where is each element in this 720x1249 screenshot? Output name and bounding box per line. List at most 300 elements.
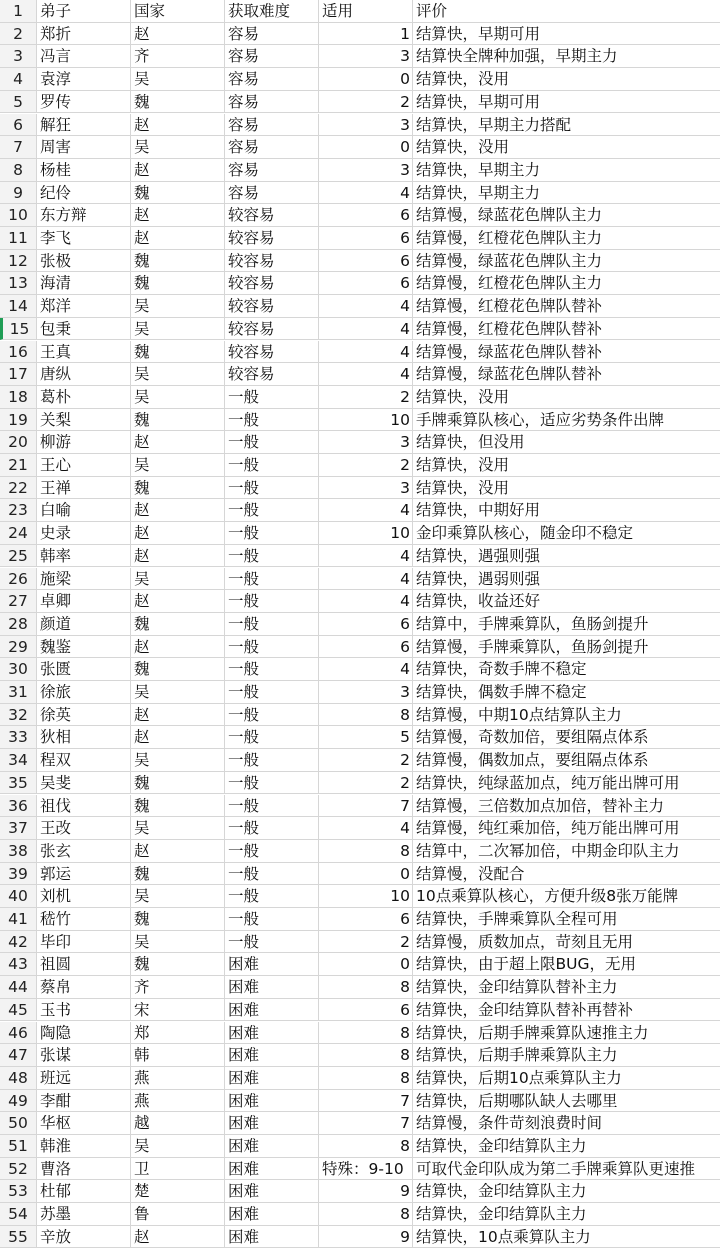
cell-empty[interactable]: [601, 772, 720, 795]
cell-fit[interactable]: 6: [319, 999, 413, 1022]
cell-disciple[interactable]: 毕印: [37, 931, 131, 954]
cell-fit[interactable]: 0: [319, 136, 413, 159]
cell-disciple[interactable]: 徐英: [37, 704, 131, 727]
cell-country[interactable]: 魏: [131, 863, 225, 886]
cell-disciple[interactable]: 华枢: [37, 1112, 131, 1135]
cell-disciple[interactable]: 王真: [37, 341, 131, 364]
cell-empty[interactable]: [601, 1044, 720, 1067]
cell-disciple[interactable]: 程双: [37, 749, 131, 772]
cell-empty[interactable]: [601, 182, 720, 205]
row-number[interactable]: 20: [0, 431, 37, 454]
cell-fit[interactable]: 8: [319, 1044, 413, 1067]
cell-difficulty[interactable]: 一般: [225, 840, 319, 863]
cell-country[interactable]: 魏: [131, 182, 225, 205]
row-number[interactable]: 44: [0, 976, 37, 999]
row-number[interactable]: 37: [0, 817, 37, 840]
cell-fit[interactable]: 特殊：9-10: [319, 1158, 413, 1181]
cell-disciple[interactable]: 曹洛: [37, 1158, 131, 1181]
cell-review[interactable]: 结算快，没用: [413, 136, 601, 159]
cell-empty[interactable]: [601, 136, 720, 159]
row-number[interactable]: 22: [0, 477, 37, 500]
cell-empty[interactable]: [601, 363, 720, 386]
cell-disciple[interactable]: 海清: [37, 272, 131, 295]
cell-difficulty[interactable]: 较容易: [225, 250, 319, 273]
cell-review[interactable]: 结算慢，绿蓝花色牌队替补: [413, 341, 601, 364]
cell-difficulty[interactable]: 一般: [225, 863, 319, 886]
cell-country[interactable]: 魏: [131, 658, 225, 681]
cell-review[interactable]: 结算慢，中期10点结算队主力: [413, 704, 601, 727]
cell-country[interactable]: 赵: [131, 704, 225, 727]
cell-country[interactable]: 赵: [131, 499, 225, 522]
cell-empty[interactable]: [601, 704, 720, 727]
cell-disciple[interactable]: 柳游: [37, 431, 131, 454]
cell-review[interactable]: 结算快，金印结算队替补再替补: [413, 999, 601, 1022]
cell-fit[interactable]: 9: [319, 1180, 413, 1203]
cell-disciple[interactable]: 李酣: [37, 1090, 131, 1113]
cell-review[interactable]: 结算慢，绿蓝花色牌队主力: [413, 204, 601, 227]
cell-difficulty[interactable]: 困难: [225, 1112, 319, 1135]
cell-review[interactable]: 评价: [413, 0, 601, 23]
cell-empty[interactable]: [601, 908, 720, 931]
cell-empty[interactable]: [601, 477, 720, 500]
cell-empty[interactable]: [601, 795, 720, 818]
cell-review[interactable]: 结算慢，纯红乘加倍，纯万能出牌可用: [413, 817, 601, 840]
cell-difficulty[interactable]: 困难: [225, 1044, 319, 1067]
cell-country[interactable]: 齐: [131, 45, 225, 68]
cell-empty[interactable]: [601, 590, 720, 613]
row-number[interactable]: 24: [0, 522, 37, 545]
cell-difficulty[interactable]: 一般: [225, 522, 319, 545]
cell-review[interactable]: 结算快，后期手牌乘算队速推主力: [413, 1022, 601, 1045]
cell-difficulty[interactable]: 一般: [225, 908, 319, 931]
cell-review[interactable]: 结算中，手牌乘算队，鱼肠剑提升: [413, 613, 601, 636]
row-number[interactable]: 21: [0, 454, 37, 477]
cell-empty[interactable]: [601, 91, 720, 114]
cell-fit[interactable]: 6: [319, 272, 413, 295]
cell-review[interactable]: 结算快，手牌乘算队全程可用: [413, 908, 601, 931]
cell-empty[interactable]: [601, 1180, 720, 1203]
cell-empty[interactable]: [601, 863, 720, 886]
cell-disciple[interactable]: 周害: [37, 136, 131, 159]
cell-country[interactable]: 魏: [131, 272, 225, 295]
cell-country[interactable]: 赵: [131, 522, 225, 545]
cell-disciple[interactable]: 葛朴: [37, 386, 131, 409]
cell-fit[interactable]: 适用: [319, 0, 413, 23]
cell-review[interactable]: 结算快，早期可用: [413, 23, 601, 46]
cell-difficulty[interactable]: 一般: [225, 545, 319, 568]
cell-review[interactable]: 结算快，早期可用: [413, 91, 601, 114]
cell-country[interactable]: 鲁: [131, 1203, 225, 1226]
cell-review[interactable]: 结算慢，红橙花色牌队主力: [413, 227, 601, 250]
cell-difficulty[interactable]: 容易: [225, 45, 319, 68]
cell-fit[interactable]: 8: [319, 1022, 413, 1045]
cell-disciple[interactable]: 韩率: [37, 545, 131, 568]
cell-fit[interactable]: 8: [319, 704, 413, 727]
cell-disciple[interactable]: 弟子: [37, 0, 131, 23]
cell-difficulty[interactable]: 容易: [225, 91, 319, 114]
cell-disciple[interactable]: 施梁: [37, 568, 131, 591]
cell-difficulty[interactable]: 一般: [225, 795, 319, 818]
cell-empty[interactable]: [601, 295, 720, 318]
cell-review[interactable]: 结算快，但没用: [413, 431, 601, 454]
cell-empty[interactable]: [601, 1135, 720, 1158]
cell-review[interactable]: 结算慢，奇数加倍，要组隔点体系: [413, 726, 601, 749]
cell-empty[interactable]: [601, 568, 720, 591]
row-number[interactable]: 50: [0, 1112, 37, 1135]
cell-disciple[interactable]: 王禅: [37, 477, 131, 500]
cell-country[interactable]: 吴: [131, 295, 225, 318]
cell-country[interactable]: 燕: [131, 1090, 225, 1113]
cell-fit[interactable]: 0: [319, 68, 413, 91]
row-number[interactable]: 28: [0, 613, 37, 636]
cell-country[interactable]: 魏: [131, 953, 225, 976]
cell-review[interactable]: 结算快，没用: [413, 386, 601, 409]
row-number[interactable]: 25: [0, 545, 37, 568]
cell-fit[interactable]: 6: [319, 636, 413, 659]
cell-review[interactable]: 结算慢，绿蓝花色牌队替补: [413, 363, 601, 386]
cell-fit[interactable]: 6: [319, 250, 413, 273]
cell-country[interactable]: 赵: [131, 590, 225, 613]
cell-review[interactable]: 结算慢，质数加点，苛刻且无用: [413, 931, 601, 954]
cell-empty[interactable]: [601, 204, 720, 227]
cell-empty[interactable]: [601, 0, 720, 23]
cell-fit[interactable]: 2: [319, 772, 413, 795]
cell-difficulty[interactable]: 一般: [225, 568, 319, 591]
cell-fit[interactable]: 2: [319, 749, 413, 772]
row-number[interactable]: 49: [0, 1090, 37, 1113]
row-number[interactable]: 14: [0, 295, 37, 318]
cell-country[interactable]: 魏: [131, 409, 225, 432]
cell-disciple[interactable]: 郑折: [37, 23, 131, 46]
cell-review[interactable]: 结算快，奇数手牌不稳定: [413, 658, 601, 681]
cell-disciple[interactable]: 纪伶: [37, 182, 131, 205]
cell-fit[interactable]: 9: [319, 1226, 413, 1249]
cell-difficulty[interactable]: 容易: [225, 136, 319, 159]
cell-difficulty[interactable]: 一般: [225, 636, 319, 659]
cell-disciple[interactable]: 张玄: [37, 840, 131, 863]
row-number[interactable]: 15: [0, 318, 37, 341]
cell-empty[interactable]: [601, 272, 720, 295]
cell-review[interactable]: 结算慢，绿蓝花色牌队主力: [413, 250, 601, 273]
cell-disciple[interactable]: 陶隐: [37, 1022, 131, 1045]
cell-difficulty[interactable]: 困难: [225, 953, 319, 976]
cell-disciple[interactable]: 吴斐: [37, 772, 131, 795]
cell-empty[interactable]: [601, 431, 720, 454]
cell-fit[interactable]: 2: [319, 386, 413, 409]
cell-country[interactable]: 燕: [131, 1067, 225, 1090]
cell-difficulty[interactable]: 一般: [225, 386, 319, 409]
cell-review[interactable]: 结算快，收益还好: [413, 590, 601, 613]
cell-fit[interactable]: 8: [319, 840, 413, 863]
cell-difficulty[interactable]: 困难: [225, 999, 319, 1022]
cell-disciple[interactable]: 东方辩: [37, 204, 131, 227]
cell-fit[interactable]: 4: [319, 499, 413, 522]
cell-country[interactable]: 魏: [131, 91, 225, 114]
cell-country[interactable]: 吴: [131, 386, 225, 409]
row-number[interactable]: 31: [0, 681, 37, 704]
row-number[interactable]: 41: [0, 908, 37, 931]
cell-disciple[interactable]: 袁淳: [37, 68, 131, 91]
row-number[interactable]: 34: [0, 749, 37, 772]
cell-fit[interactable]: 3: [319, 159, 413, 182]
cell-fit[interactable]: 10: [319, 522, 413, 545]
cell-empty[interactable]: [601, 1226, 720, 1249]
cell-country[interactable]: 魏: [131, 772, 225, 795]
cell-review[interactable]: 结算快，中期好用: [413, 499, 601, 522]
cell-country[interactable]: 魏: [131, 250, 225, 273]
cell-empty[interactable]: [601, 840, 720, 863]
row-number[interactable]: 35: [0, 772, 37, 795]
cell-fit[interactable]: 2: [319, 91, 413, 114]
cell-fit[interactable]: 3: [319, 114, 413, 137]
cell-disciple[interactable]: 白喻: [37, 499, 131, 522]
row-number[interactable]: 23: [0, 499, 37, 522]
cell-difficulty[interactable]: 容易: [225, 114, 319, 137]
cell-fit[interactable]: 0: [319, 863, 413, 886]
row-number[interactable]: 42: [0, 931, 37, 954]
cell-disciple[interactable]: 杜郁: [37, 1180, 131, 1203]
cell-review[interactable]: 结算快，没用: [413, 454, 601, 477]
row-number[interactable]: 38: [0, 840, 37, 863]
row-number[interactable]: 27: [0, 590, 37, 613]
cell-country[interactable]: 赵: [131, 545, 225, 568]
cell-disciple[interactable]: 关梨: [37, 409, 131, 432]
cell-country[interactable]: 吴: [131, 1135, 225, 1158]
row-number[interactable]: 29: [0, 636, 37, 659]
cell-difficulty[interactable]: 困难: [225, 1090, 319, 1113]
cell-review[interactable]: 结算快，早期主力: [413, 182, 601, 205]
row-number[interactable]: 45: [0, 999, 37, 1022]
cell-fit[interactable]: 3: [319, 477, 413, 500]
cell-fit[interactable]: 3: [319, 431, 413, 454]
cell-difficulty[interactable]: 较容易: [225, 341, 319, 364]
cell-difficulty[interactable]: 一般: [225, 431, 319, 454]
row-number[interactable]: 54: [0, 1203, 37, 1226]
cell-difficulty[interactable]: 一般: [225, 885, 319, 908]
cell-country[interactable]: 吴: [131, 931, 225, 954]
cell-fit[interactable]: 2: [319, 454, 413, 477]
cell-fit[interactable]: 7: [319, 1112, 413, 1135]
cell-empty[interactable]: [601, 749, 720, 772]
cell-difficulty[interactable]: 较容易: [225, 272, 319, 295]
cell-fit[interactable]: 4: [319, 341, 413, 364]
cell-empty[interactable]: [601, 976, 720, 999]
row-number[interactable]: 47: [0, 1044, 37, 1067]
cell-empty[interactable]: [601, 1158, 720, 1181]
cell-review[interactable]: 结算快，10点乘算队主力: [413, 1226, 601, 1249]
cell-review[interactable]: 结算慢，条件苛刻浪费时间: [413, 1112, 601, 1135]
cell-empty[interactable]: [601, 499, 720, 522]
row-number[interactable]: 40: [0, 885, 37, 908]
cell-review[interactable]: 结算慢，红橙花色牌队替补: [413, 295, 601, 318]
cell-difficulty[interactable]: 一般: [225, 772, 319, 795]
cell-country[interactable]: 赵: [131, 23, 225, 46]
cell-fit[interactable]: 7: [319, 795, 413, 818]
cell-country[interactable]: 吴: [131, 568, 225, 591]
row-number[interactable]: 39: [0, 863, 37, 886]
cell-empty[interactable]: [601, 681, 720, 704]
cell-country[interactable]: 国家: [131, 0, 225, 23]
cell-country[interactable]: 吴: [131, 318, 225, 341]
cell-fit[interactable]: 8: [319, 1067, 413, 1090]
cell-disciple[interactable]: 玉书: [37, 999, 131, 1022]
row-number[interactable]: 32: [0, 704, 37, 727]
cell-difficulty[interactable]: 较容易: [225, 227, 319, 250]
cell-country[interactable]: 赵: [131, 636, 225, 659]
cell-fit[interactable]: 4: [319, 295, 413, 318]
cell-country[interactable]: 齐: [131, 976, 225, 999]
cell-disciple[interactable]: 祖伐: [37, 795, 131, 818]
cell-fit[interactable]: 0: [319, 953, 413, 976]
cell-empty[interactable]: [601, 999, 720, 1022]
cell-difficulty[interactable]: 一般: [225, 726, 319, 749]
cell-review[interactable]: 结算快，遇强则强: [413, 545, 601, 568]
cell-disciple[interactable]: 韩淮: [37, 1135, 131, 1158]
cell-difficulty[interactable]: 获取难度: [225, 0, 319, 23]
cell-disciple[interactable]: 王改: [37, 817, 131, 840]
cell-disciple[interactable]: 解狂: [37, 114, 131, 137]
cell-difficulty[interactable]: 困难: [225, 976, 319, 999]
cell-disciple[interactable]: 张极: [37, 250, 131, 273]
cell-empty[interactable]: [601, 409, 720, 432]
cell-fit[interactable]: 6: [319, 227, 413, 250]
cell-difficulty[interactable]: 较容易: [225, 363, 319, 386]
cell-fit[interactable]: 4: [319, 545, 413, 568]
cell-review[interactable]: 可取代金印队成为第二手牌乘算队更速推: [413, 1158, 601, 1181]
row-number[interactable]: 8: [0, 159, 37, 182]
cell-review[interactable]: 结算快，没用: [413, 68, 601, 91]
cell-country[interactable]: 吴: [131, 817, 225, 840]
cell-difficulty[interactable]: 较容易: [225, 318, 319, 341]
cell-empty[interactable]: [601, 817, 720, 840]
cell-disciple[interactable]: 卓卿: [37, 590, 131, 613]
cell-difficulty[interactable]: 较容易: [225, 295, 319, 318]
cell-country[interactable]: 赵: [131, 431, 225, 454]
cell-disciple[interactable]: 李飞: [37, 227, 131, 250]
row-number[interactable]: 11: [0, 227, 37, 250]
cell-disciple[interactable]: 杨桂: [37, 159, 131, 182]
cell-disciple[interactable]: 张匮: [37, 658, 131, 681]
cell-empty[interactable]: [601, 953, 720, 976]
cell-country[interactable]: 吴: [131, 363, 225, 386]
cell-empty[interactable]: [601, 726, 720, 749]
cell-fit[interactable]: 4: [319, 318, 413, 341]
row-number[interactable]: 36: [0, 795, 37, 818]
cell-country[interactable]: 魏: [131, 341, 225, 364]
cell-review[interactable]: 结算慢，偶数加点，要组隔点体系: [413, 749, 601, 772]
cell-country[interactable]: 赵: [131, 1226, 225, 1249]
cell-difficulty[interactable]: 一般: [225, 409, 319, 432]
row-number[interactable]: 33: [0, 726, 37, 749]
cell-difficulty[interactable]: 困难: [225, 1135, 319, 1158]
cell-country[interactable]: 吴: [131, 885, 225, 908]
cell-review[interactable]: 结算快，偶数手牌不稳定: [413, 681, 601, 704]
cell-fit[interactable]: 3: [319, 45, 413, 68]
row-number[interactable]: 13: [0, 272, 37, 295]
cell-disciple[interactable]: 辛放: [37, 1226, 131, 1249]
cell-disciple[interactable]: 史录: [37, 522, 131, 545]
cell-empty[interactable]: [601, 1112, 720, 1135]
cell-empty[interactable]: [601, 68, 720, 91]
cell-disciple[interactable]: 蔡帛: [37, 976, 131, 999]
cell-difficulty[interactable]: 较容易: [225, 204, 319, 227]
cell-difficulty[interactable]: 一般: [225, 658, 319, 681]
cell-difficulty[interactable]: 困难: [225, 1067, 319, 1090]
cell-review[interactable]: 结算快，由于超上限BUG，无用: [413, 953, 601, 976]
cell-empty[interactable]: [601, 1022, 720, 1045]
cell-fit[interactable]: 8: [319, 976, 413, 999]
cell-country[interactable]: 吴: [131, 749, 225, 772]
cell-difficulty[interactable]: 困难: [225, 1203, 319, 1226]
cell-difficulty[interactable]: 容易: [225, 68, 319, 91]
cell-review[interactable]: 结算快，金印结算队主力: [413, 1180, 601, 1203]
row-number[interactable]: 1: [0, 0, 37, 23]
cell-fit[interactable]: 10: [319, 885, 413, 908]
cell-difficulty[interactable]: 一般: [225, 681, 319, 704]
cell-difficulty[interactable]: 一般: [225, 931, 319, 954]
cell-country[interactable]: 赵: [131, 204, 225, 227]
cell-empty[interactable]: [601, 545, 720, 568]
cell-country[interactable]: 卫: [131, 1158, 225, 1181]
cell-country[interactable]: 赵: [131, 227, 225, 250]
cell-difficulty[interactable]: 容易: [225, 23, 319, 46]
cell-review[interactable]: 10点乘算队核心，方便升级8张万能牌: [413, 885, 601, 908]
row-number[interactable]: 16: [0, 341, 37, 364]
cell-disciple[interactable]: 郑洋: [37, 295, 131, 318]
row-number[interactable]: 12: [0, 250, 37, 273]
row-number[interactable]: 51: [0, 1135, 37, 1158]
cell-country[interactable]: 楚: [131, 1180, 225, 1203]
cell-disciple[interactable]: 包秉: [37, 318, 131, 341]
cell-empty[interactable]: [601, 227, 720, 250]
cell-fit[interactable]: 5: [319, 726, 413, 749]
cell-difficulty[interactable]: 一般: [225, 477, 319, 500]
cell-country[interactable]: 郑: [131, 1022, 225, 1045]
cell-disciple[interactable]: 魏鉴: [37, 636, 131, 659]
cell-difficulty[interactable]: 困难: [225, 1158, 319, 1181]
cell-disciple[interactable]: 唐纵: [37, 363, 131, 386]
cell-review[interactable]: 金印乘算队核心，随金印不稳定: [413, 522, 601, 545]
cell-disciple[interactable]: 罗传: [37, 91, 131, 114]
cell-review[interactable]: 结算慢，没配合: [413, 863, 601, 886]
cell-fit[interactable]: 8: [319, 1135, 413, 1158]
cell-empty[interactable]: [601, 1067, 720, 1090]
cell-empty[interactable]: [601, 386, 720, 409]
cell-empty[interactable]: [601, 318, 720, 341]
cell-disciple[interactable]: 颜道: [37, 613, 131, 636]
cell-disciple[interactable]: 冯言: [37, 45, 131, 68]
cell-country[interactable]: 赵: [131, 726, 225, 749]
row-number[interactable]: 53: [0, 1180, 37, 1203]
cell-empty[interactable]: [601, 454, 720, 477]
cell-review[interactable]: 结算快，后期手牌乘算队主力: [413, 1044, 601, 1067]
cell-empty[interactable]: [601, 931, 720, 954]
row-number[interactable]: 18: [0, 386, 37, 409]
cell-disciple[interactable]: 徐旅: [37, 681, 131, 704]
row-number[interactable]: 17: [0, 363, 37, 386]
cell-empty[interactable]: [601, 114, 720, 137]
cell-review[interactable]: 结算慢，手牌乘算队，鱼肠剑提升: [413, 636, 601, 659]
cell-disciple[interactable]: 王心: [37, 454, 131, 477]
cell-empty[interactable]: [601, 522, 720, 545]
cell-empty[interactable]: [601, 636, 720, 659]
cell-country[interactable]: 宋: [131, 999, 225, 1022]
cell-empty[interactable]: [601, 341, 720, 364]
cell-fit[interactable]: 4: [319, 817, 413, 840]
row-number[interactable]: 6: [0, 114, 37, 137]
cell-difficulty[interactable]: 一般: [225, 590, 319, 613]
cell-difficulty[interactable]: 一般: [225, 454, 319, 477]
